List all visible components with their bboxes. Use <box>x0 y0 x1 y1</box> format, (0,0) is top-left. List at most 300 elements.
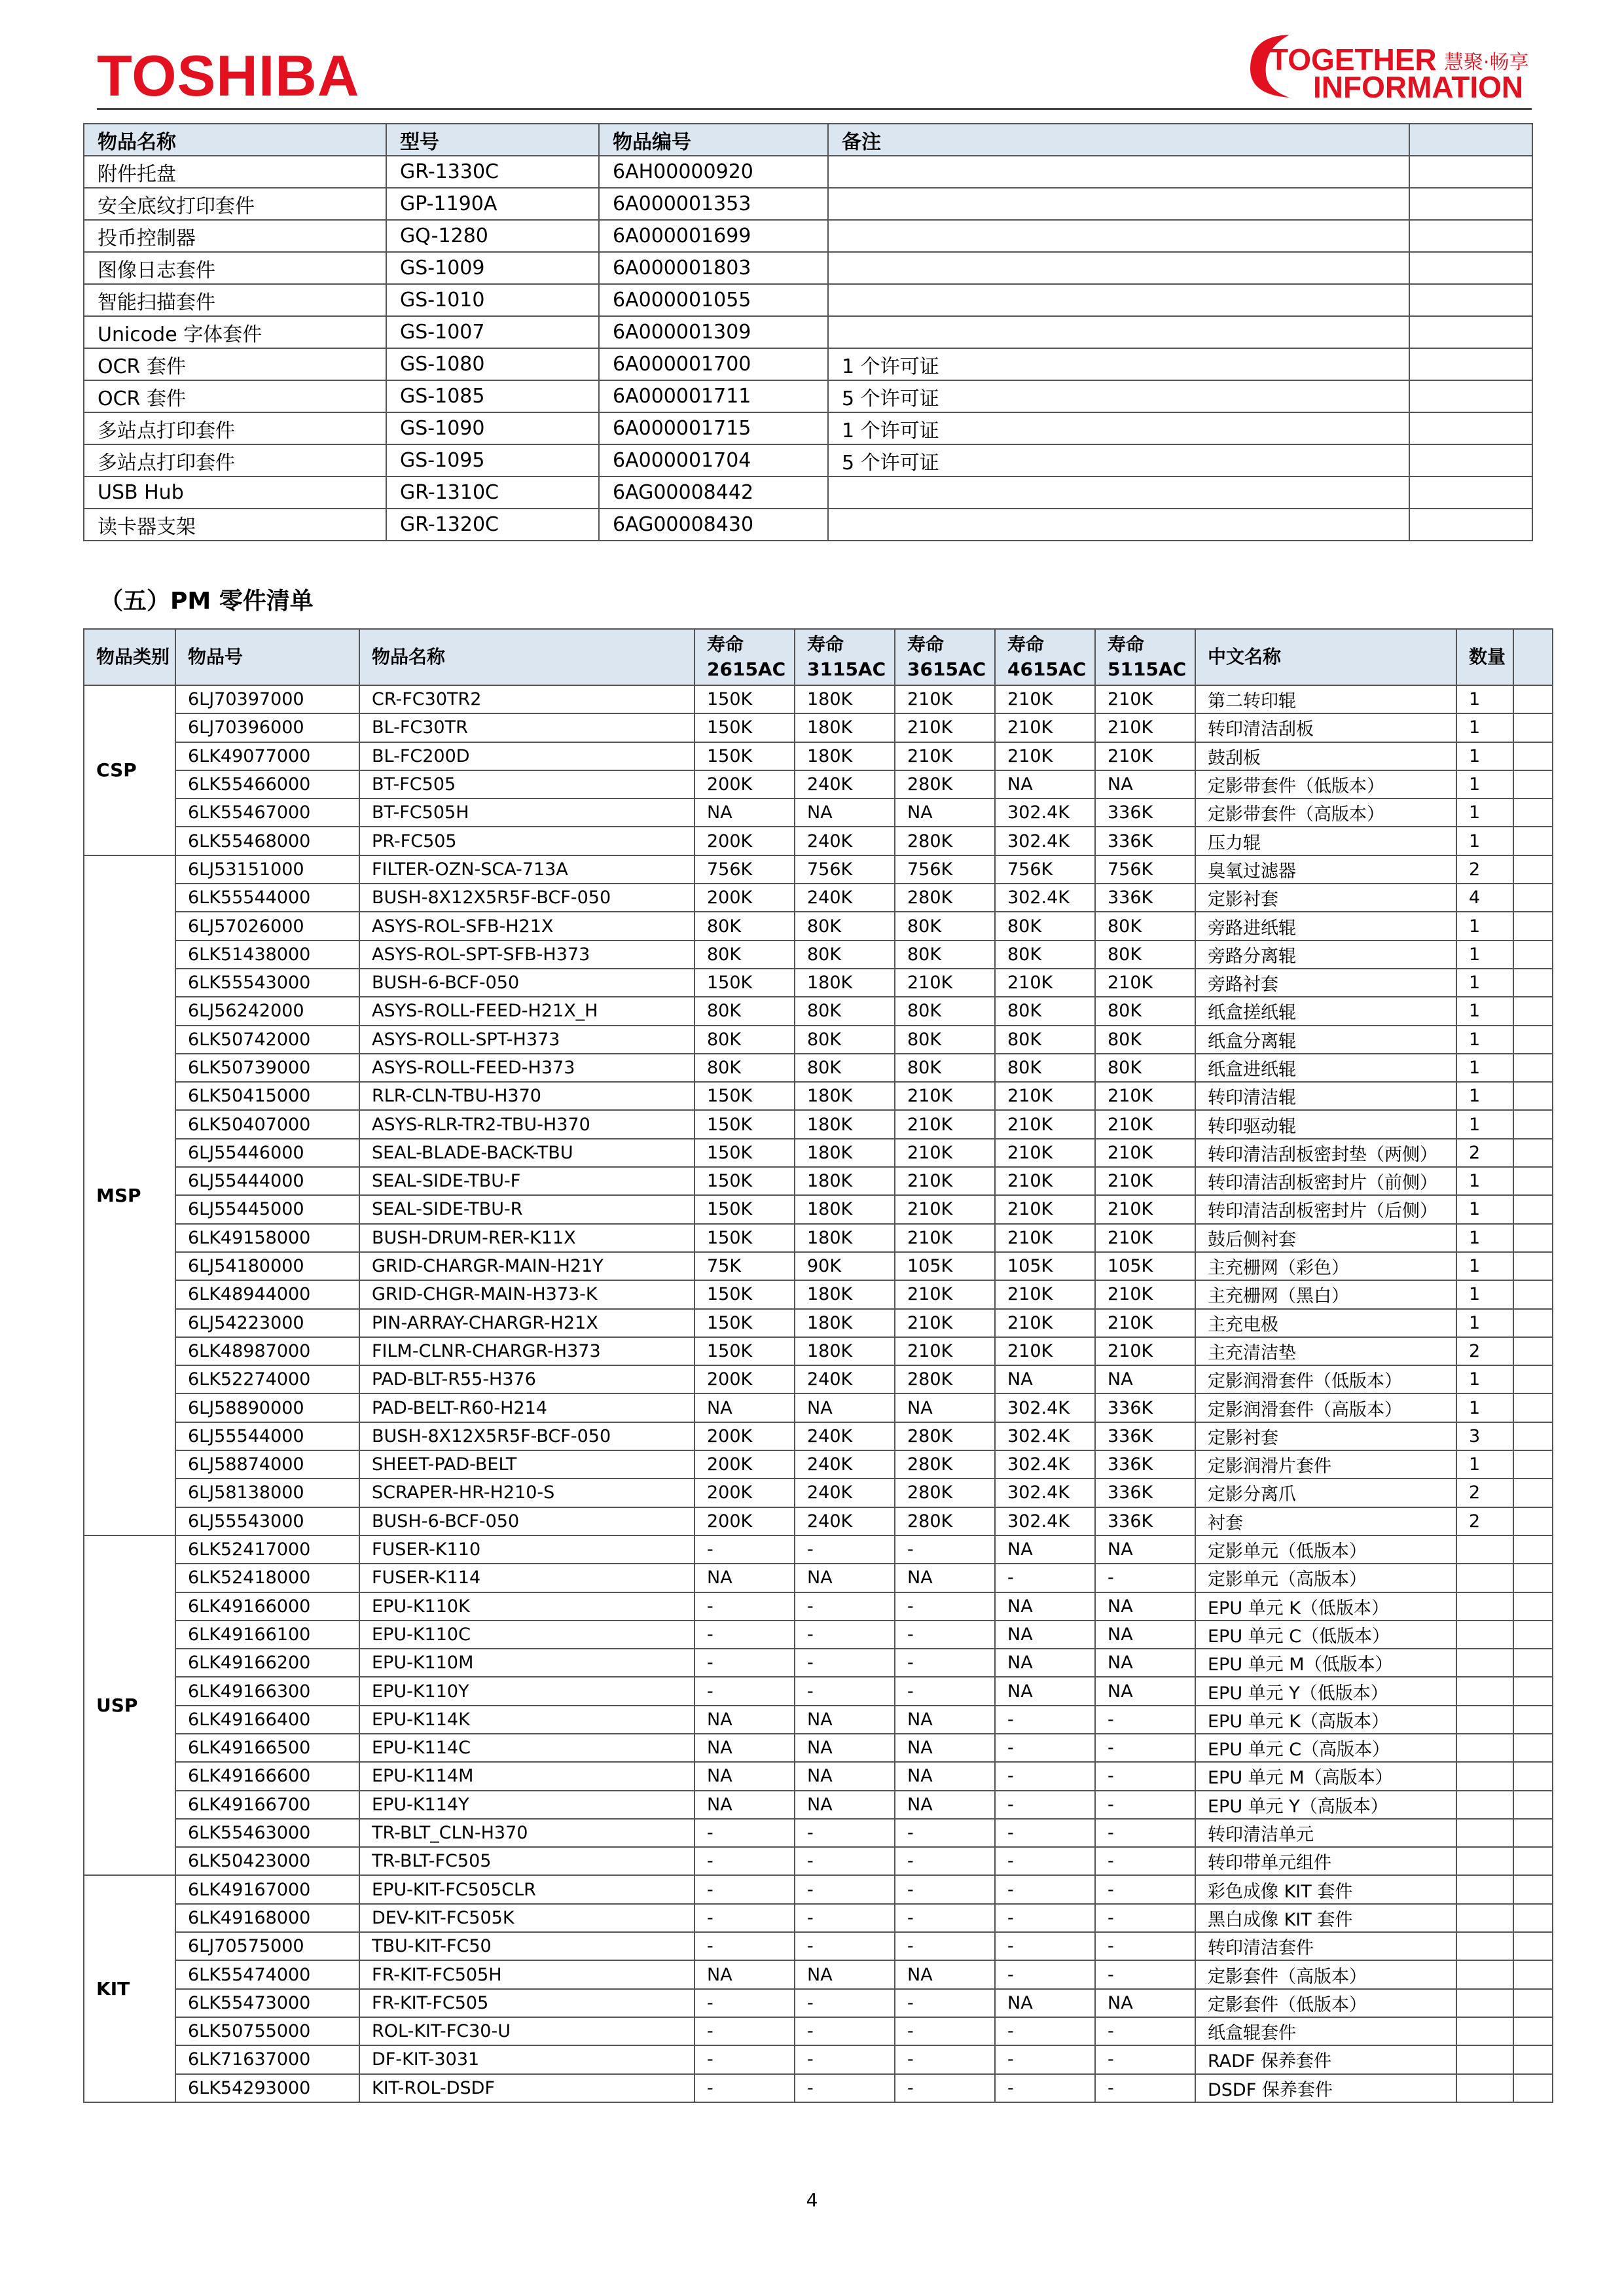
table-cell: NA <box>695 1393 795 1422</box>
table-cell: BUSH-6-BCF-050 <box>359 1507 695 1535</box>
table-cell: 压力辊 <box>1195 827 1456 855</box>
table-cell: - <box>1095 1762 1195 1790</box>
table-cell <box>1456 1677 1513 1705</box>
table-cell: - <box>795 1932 895 1960</box>
table-cell: 150K <box>695 1167 795 1195</box>
table-cell: OCR 套件 <box>84 348 386 380</box>
table-cell-empty <box>1513 1450 1553 1479</box>
table-cell: - <box>995 2045 1095 2073</box>
column-header: 物品名称 <box>359 629 695 685</box>
table-cell: GS-1009 <box>386 252 599 284</box>
table-cell: - <box>995 1932 1095 1960</box>
table-cell: EPU 单元 K（高版本） <box>1195 1706 1456 1734</box>
table-cell <box>1456 1989 1513 2017</box>
table-cell: - <box>895 1932 995 1960</box>
table-cell-empty <box>1513 1677 1553 1705</box>
table-row <box>84 1195 1553 1223</box>
table-cell: 6LJ54223000 <box>175 1309 359 1337</box>
table-cell: 6LJ55445000 <box>175 1195 359 1223</box>
table-cell: NA <box>695 1762 795 1790</box>
column-header: 寿命3615AC <box>895 629 995 685</box>
table-cell-empty <box>1513 1167 1553 1195</box>
table-cell: FUSER-K110 <box>359 1535 695 1564</box>
table-cell: 210K <box>895 742 995 770</box>
table-cell: 210K <box>895 1280 995 1308</box>
table-cell: GS-1080 <box>386 348 599 380</box>
table-cell: NA <box>1095 1365 1195 1393</box>
table-cell-empty <box>1513 1365 1553 1393</box>
table-cell: - <box>1095 2045 1195 2073</box>
table-row <box>84 1054 1553 1082</box>
table-cell: - <box>1095 1960 1195 1988</box>
table-cell: 180K <box>795 1139 895 1167</box>
table-cell: - <box>995 2017 1095 2045</box>
column-header: 物品类别 <box>84 629 175 685</box>
table-cell: 6AG00008442 <box>599 476 828 509</box>
table-cell: NA <box>895 1564 995 1592</box>
table-cell: 定影润滑套件（高版本） <box>1195 1393 1456 1422</box>
table-cell: - <box>695 1904 795 1932</box>
table-cell: EPU-K110K <box>359 1592 695 1621</box>
table-cell-empty <box>1513 713 1553 742</box>
table-cell: 200K <box>695 1507 795 1535</box>
table-cell: 180K <box>795 1195 895 1223</box>
table-cell: 180K <box>795 969 895 997</box>
column-header: 寿命2615AC <box>695 629 795 685</box>
table-cell: GS-1095 <box>386 444 599 476</box>
table-cell: 336K <box>1095 1479 1195 1507</box>
table-cell: USB Hub <box>84 476 386 509</box>
table-cell: - <box>995 1734 1095 1762</box>
table-cell: KIT-ROL-DSDF <box>359 2074 695 2102</box>
table-cell: 756K <box>995 855 1095 884</box>
column-header: 型号 <box>386 124 599 156</box>
table-cell: 纸盒进纸辊 <box>1195 1054 1456 1082</box>
table-cell: 6LJ56242000 <box>175 997 359 1025</box>
table-cell: NA <box>995 1535 1095 1564</box>
table-cell: 1 <box>1456 1167 1513 1195</box>
table-cell: 80K <box>695 1026 795 1054</box>
table-cell: 105K <box>895 1252 995 1280</box>
table-row <box>84 1507 1553 1535</box>
table-cell: 210K <box>995 713 1095 742</box>
table-cell: - <box>795 2045 895 2073</box>
table-cell: - <box>695 1932 795 1960</box>
table-cell: - <box>895 2074 995 2102</box>
table-cell: 150K <box>695 1082 795 1110</box>
category-cell: KIT <box>84 1875 175 2102</box>
table-cell: NA <box>1095 1677 1195 1705</box>
table-cell: 80K <box>895 997 995 1025</box>
table-cell: NA <box>795 1960 895 1988</box>
table-cell: 2 <box>1456 1479 1513 1507</box>
table-cell: EPU-K114M <box>359 1762 695 1790</box>
column-header <box>1409 124 1532 156</box>
table-cell-empty <box>1513 1479 1553 1507</box>
table-cell: 336K <box>1095 1507 1195 1535</box>
table-cell: 180K <box>795 1280 895 1308</box>
table-cell <box>1409 380 1532 412</box>
table-cell: 6LK50407000 <box>175 1110 359 1138</box>
table-cell: 6A000001803 <box>599 252 828 284</box>
table-row <box>84 1932 1553 1960</box>
table-cell: 210K <box>895 1195 995 1223</box>
table-cell: 读卡器支架 <box>84 509 386 541</box>
table-row <box>84 1989 1553 2017</box>
table-cell: - <box>795 1819 895 1847</box>
table-cell: NA <box>895 1791 995 1819</box>
table-cell: 6A000001699 <box>599 220 828 252</box>
table-cell: 6A000001700 <box>599 348 828 380</box>
table-cell: NA <box>1095 1535 1195 1564</box>
table-cell: - <box>1095 1734 1195 1762</box>
table-row <box>84 1960 1553 1988</box>
table-cell: - <box>695 1989 795 2017</box>
table-cell: - <box>995 1564 1095 1592</box>
table-cell: - <box>695 2074 795 2102</box>
table-cell: 210K <box>895 1167 995 1195</box>
table-cell: 6LJ55544000 <box>175 1422 359 1450</box>
table-cell: 150K <box>695 1309 795 1337</box>
table-cell: 纸盒分离辊 <box>1195 1026 1456 1054</box>
table-cell: - <box>695 1535 795 1564</box>
table-cell: 6LK50415000 <box>175 1082 359 1110</box>
table-cell: NA <box>895 1393 995 1422</box>
table-row <box>84 1564 1553 1592</box>
table-cell: 安全底纹打印套件 <box>84 188 386 220</box>
table-cell: Unicode 字体套件 <box>84 316 386 348</box>
table-cell: GS-1085 <box>386 380 599 412</box>
table-cell: 200K <box>695 1422 795 1450</box>
table-row <box>84 1649 1553 1677</box>
table-cell: ROL-KIT-FC30-U <box>359 2017 695 2045</box>
table-cell: 210K <box>895 1337 995 1365</box>
table-cell: 240K <box>795 1450 895 1479</box>
table-cell: NA <box>695 1791 795 1819</box>
table-cell: - <box>1095 1791 1195 1819</box>
table-cell: 转印清洁刮板密封片（前侧） <box>1195 1167 1456 1195</box>
table-cell-empty <box>1513 770 1553 798</box>
table-cell: 6LK50739000 <box>175 1054 359 1082</box>
table-cell: 6LK49166500 <box>175 1734 359 1762</box>
table-cell: 6LK55474000 <box>175 1960 359 1988</box>
table-cell: 转印清洁套件 <box>1195 1932 1456 1960</box>
table-cell: 80K <box>1095 941 1195 969</box>
table-cell: 5 个许可证 <box>828 380 1409 412</box>
table-row <box>84 1337 1553 1365</box>
table-cell: NA <box>995 1989 1095 2017</box>
table-cell: 旁路进纸辊 <box>1195 912 1456 940</box>
table-cell: - <box>895 1819 995 1847</box>
table-cell: 黑白成像 KIT 套件 <box>1195 1904 1456 1932</box>
table-cell: 定影分离爪 <box>1195 1479 1456 1507</box>
table-cell: 2 <box>1456 855 1513 884</box>
table-cell: - <box>995 1762 1095 1790</box>
table-cell: SEAL-SIDE-TBU-R <box>359 1195 695 1223</box>
table-cell: - <box>1095 2074 1195 2102</box>
table-cell: 210K <box>995 1280 1095 1308</box>
table-cell-empty <box>1513 1734 1553 1762</box>
table-cell: 336K <box>1095 798 1195 827</box>
table-cell: NA <box>795 1791 895 1819</box>
table-cell: 210K <box>995 1082 1095 1110</box>
table-cell-empty <box>1513 1592 1553 1621</box>
table-cell: 1 <box>1456 1082 1513 1110</box>
table-cell: 6LK49166400 <box>175 1706 359 1734</box>
table-cell: NA <box>795 1564 895 1592</box>
table-row <box>84 1677 1553 1705</box>
table-cell: 105K <box>1095 1252 1195 1280</box>
table-row <box>84 509 1532 541</box>
table-row <box>84 2074 1553 2102</box>
table-cell: - <box>1095 1847 1195 1875</box>
table-cell: RLR-CLN-TBU-H370 <box>359 1082 695 1110</box>
table-cell: - <box>895 2017 995 2045</box>
table-cell: 2 <box>1456 1337 1513 1365</box>
header-rule <box>97 108 1532 110</box>
table-row <box>84 1422 1553 1450</box>
table-cell: - <box>1095 1875 1195 1903</box>
table-cell: 180K <box>795 1082 895 1110</box>
table-row <box>84 220 1532 252</box>
table-cell: - <box>995 1791 1095 1819</box>
table-cell: 210K <box>895 685 995 713</box>
options-table <box>83 123 1533 541</box>
table-cell: 336K <box>1095 827 1195 855</box>
table-cell: 6LK48987000 <box>175 1337 359 1365</box>
table-cell: 6AH00000920 <box>599 156 828 188</box>
table-cell: 180K <box>795 1224 895 1252</box>
table-cell: 756K <box>795 855 895 884</box>
table-cell: 210K <box>895 1139 995 1167</box>
table-cell: 6LK49158000 <box>175 1224 359 1252</box>
table-cell: DF-KIT-3031 <box>359 2045 695 2073</box>
table-cell: 6A000001715 <box>599 412 828 444</box>
table-cell: 第二转印辊 <box>1195 685 1456 713</box>
table-cell: NA <box>695 798 795 827</box>
table-cell: 200K <box>695 1450 795 1479</box>
table-cell: 1 个许可证 <box>828 412 1409 444</box>
table-cell: - <box>795 1847 895 1875</box>
table-cell <box>1456 1621 1513 1649</box>
table-cell <box>1456 1706 1513 1734</box>
table-cell: 80K <box>695 1054 795 1082</box>
table-cell <box>1456 1762 1513 1790</box>
table-cell: 1 <box>1456 685 1513 713</box>
table-cell: 280K <box>895 884 995 912</box>
table-cell: GS-1007 <box>386 316 599 348</box>
table-cell: RADF 保养套件 <box>1195 2045 1456 2073</box>
table-cell: 6LK49166600 <box>175 1762 359 1790</box>
table-cell: 定影润滑套件（低版本） <box>1195 1365 1456 1393</box>
table-cell <box>828 188 1409 220</box>
table-cell: 280K <box>895 1507 995 1535</box>
table-cell: 210K <box>895 1082 995 1110</box>
table-row <box>84 770 1553 798</box>
table-cell: 智能扫描套件 <box>84 284 386 316</box>
table-cell: 1 <box>1456 1252 1513 1280</box>
table-cell: 75K <box>695 1252 795 1280</box>
table-cell: 1 <box>1456 969 1513 997</box>
table-cell: - <box>795 1989 895 2017</box>
table-cell: - <box>995 1904 1095 1932</box>
table-cell: 1 <box>1456 1110 1513 1138</box>
table-cell <box>1456 1819 1513 1847</box>
table-cell: EPU-K110C <box>359 1621 695 1649</box>
table-cell: 150K <box>695 969 795 997</box>
table-cell: 80K <box>995 1026 1095 1054</box>
table-cell: 6A000001711 <box>599 380 828 412</box>
table-cell <box>1409 509 1532 541</box>
table-cell: EPU 单元 M（低版本） <box>1195 1649 1456 1677</box>
table-cell: - <box>695 1621 795 1649</box>
table-cell: BT-FC505H <box>359 798 695 827</box>
table-cell: 150K <box>695 1224 795 1252</box>
tagline-main: TOGETHER <box>1270 43 1437 77</box>
table-cell: GS-1010 <box>386 284 599 316</box>
table-cell <box>828 316 1409 348</box>
table-row <box>84 1847 1553 1875</box>
table-cell: - <box>795 1904 895 1932</box>
table-cell: 1 <box>1456 798 1513 827</box>
table-cell: 6LJ53151000 <box>175 855 359 884</box>
table-cell: 210K <box>995 1110 1095 1138</box>
section-title: （五）PM 零件清单 <box>99 588 314 615</box>
table-cell: 1 <box>1456 1054 1513 1082</box>
table-cell: 210K <box>995 1337 1095 1365</box>
table-cell-empty <box>1513 685 1553 713</box>
table-cell: PIN-ARRAY-CHARGR-H21X <box>359 1309 695 1337</box>
table-cell: 1 <box>1456 1393 1513 1422</box>
table-row <box>84 884 1553 912</box>
table-cell-empty <box>1513 1054 1553 1082</box>
table-cell: 80K <box>995 997 1095 1025</box>
table-cell: 主充栅网（黑白） <box>1195 1280 1456 1308</box>
table-cell: EPU 单元 C（低版本） <box>1195 1621 1456 1649</box>
table-cell-empty <box>1513 1535 1553 1564</box>
table-cell: NA <box>695 1734 795 1762</box>
table-cell: 转印清洁单元 <box>1195 1819 1456 1847</box>
table-cell: 80K <box>995 912 1095 940</box>
column-header: 备注 <box>828 124 1409 156</box>
table-cell: 定影套件（低版本） <box>1195 1989 1456 2017</box>
table-cell: NA <box>695 1960 795 1988</box>
table-cell: - <box>1095 1564 1195 1592</box>
table-cell: - <box>895 1592 995 1621</box>
table-cell: 6LK49166100 <box>175 1621 359 1649</box>
table-cell: 6LK49077000 <box>175 742 359 770</box>
table-cell: 280K <box>895 1365 995 1393</box>
table-cell: CR-FC30TR2 <box>359 685 695 713</box>
table-row <box>84 1706 1553 1734</box>
table-cell: FR-KIT-FC505 <box>359 1989 695 2017</box>
table-cell: EPU 单元 Y（低版本） <box>1195 1677 1456 1705</box>
table-cell-empty <box>1513 1224 1553 1252</box>
table-cell: 1 <box>1456 941 1513 969</box>
table-cell: 图像日志套件 <box>84 252 386 284</box>
table-cell-empty <box>1513 1422 1553 1450</box>
column-header: 物品名称 <box>84 124 386 156</box>
table-cell: 6LK55543000 <box>175 969 359 997</box>
table-cell: 210K <box>995 685 1095 713</box>
table-cell: NA <box>1095 1592 1195 1621</box>
table-cell <box>828 284 1409 316</box>
column-header: 物品号 <box>175 629 359 685</box>
column-header: 中文名称 <box>1195 629 1456 685</box>
column-header <box>1513 629 1553 685</box>
table-row <box>84 1082 1553 1110</box>
table-cell: 3 <box>1456 1422 1513 1450</box>
table-cell: 转印清洁刮板密封片（后侧） <box>1195 1195 1456 1223</box>
table-cell: - <box>895 1875 995 1903</box>
table-cell-empty <box>1513 912 1553 940</box>
table-cell: 1 <box>1456 1280 1513 1308</box>
table-row <box>84 1791 1553 1819</box>
table-cell: - <box>895 1989 995 2017</box>
table-cell-empty <box>1513 1989 1553 2017</box>
table-cell <box>828 252 1409 284</box>
table-cell <box>1456 2017 1513 2045</box>
table-cell: ASYS-ROLL-SPT-H373 <box>359 1026 695 1054</box>
table-cell: BL-FC200D <box>359 742 695 770</box>
table-row <box>84 1139 1553 1167</box>
table-row <box>84 827 1553 855</box>
table-cell: 多站点打印套件 <box>84 444 386 476</box>
table-cell: 1 <box>1456 1450 1513 1479</box>
table-cell: 80K <box>1095 1026 1195 1054</box>
table-row <box>84 1904 1553 1932</box>
table-cell: 240K <box>795 1507 895 1535</box>
table-cell: 210K <box>1095 1167 1195 1195</box>
table-cell: FR-KIT-FC505H <box>359 1960 695 1988</box>
table-row <box>84 1365 1553 1393</box>
table-cell: - <box>995 1960 1095 1988</box>
table-cell: 6LK55466000 <box>175 770 359 798</box>
table-cell: 200K <box>695 1479 795 1507</box>
table-cell: TR-BLT-FC505 <box>359 1847 695 1875</box>
table-cell: NA <box>1095 1989 1195 2017</box>
table-row <box>84 1762 1553 1790</box>
table-cell: 80K <box>895 912 995 940</box>
table-cell: EPU 单元 M（高版本） <box>1195 1762 1456 1790</box>
table-cell: - <box>995 1875 1095 1903</box>
table-cell: 定影衬套 <box>1195 884 1456 912</box>
table-cell: - <box>695 1875 795 1903</box>
table-row <box>84 188 1532 220</box>
table-cell <box>1409 252 1532 284</box>
table-cell: 80K <box>695 997 795 1025</box>
table-cell: NA <box>995 1677 1095 1705</box>
table-cell: 210K <box>1095 1309 1195 1337</box>
table-cell: NA <box>895 1706 995 1734</box>
table-cell: ASYS-ROLL-FEED-H21X_H <box>359 997 695 1025</box>
table-cell: NA <box>1095 1621 1195 1649</box>
table-cell: 1 个许可证 <box>828 348 1409 380</box>
table-cell: NA <box>895 798 995 827</box>
table-cell <box>1456 2045 1513 2073</box>
table-row <box>84 316 1532 348</box>
table-cell: 210K <box>1095 1337 1195 1365</box>
table-cell: BL-FC30TR <box>359 713 695 742</box>
table-row <box>84 1734 1553 1762</box>
table-cell: 1 <box>1456 713 1513 742</box>
table-row <box>84 1875 1553 1903</box>
table-cell: 240K <box>795 1479 895 1507</box>
table-cell-empty <box>1513 2074 1553 2102</box>
table-cell-empty <box>1513 1280 1553 1308</box>
table-cell-empty <box>1513 1082 1553 1110</box>
table-cell: NA <box>695 1564 795 1592</box>
